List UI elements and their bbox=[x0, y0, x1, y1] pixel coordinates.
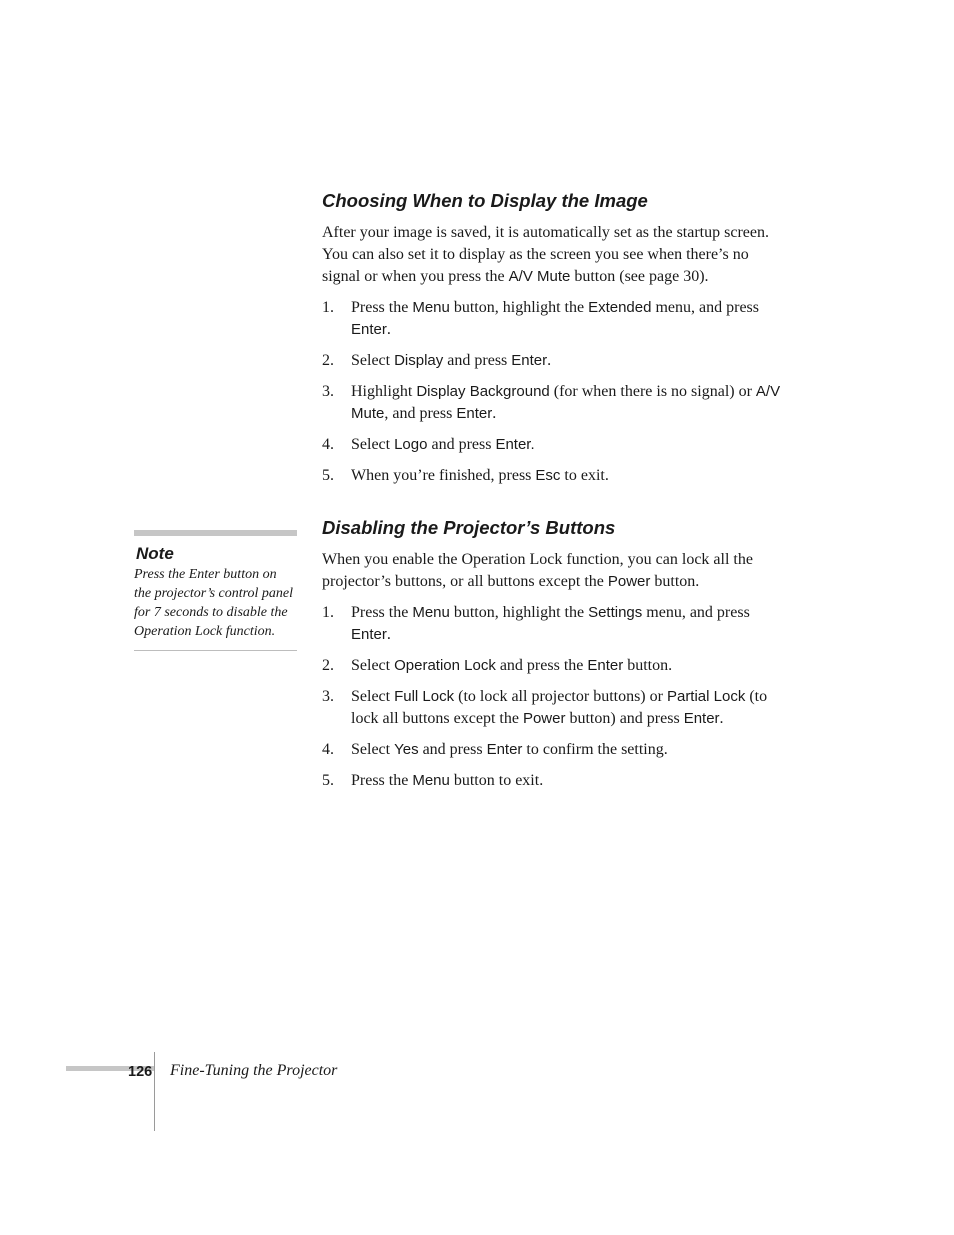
note-bottom-rule bbox=[134, 650, 297, 651]
main-content bbox=[322, 189, 786, 801]
list-item: 2. Select Operation Lock and press the Enter button. bbox=[322, 657, 673, 674]
note-sidebar bbox=[134, 530, 297, 651]
section1-intro: After your image is saved, it is automatically set as the startup screen. You can also set it to display as the screen you see when there’s no signal or when you press the A/V Mute button (see page 30). bbox=[322, 224, 769, 285]
list-item: 4. Select Logo and press Enter. bbox=[322, 436, 535, 453]
section2-intro: When you enable the Operation Lock function, you can lock all the projector’s buttons, or all buttons except the Power button. bbox=[322, 551, 753, 590]
page-number: 126 bbox=[128, 1064, 153, 1080]
list-item: 2. Select Display and press Enter. bbox=[322, 352, 552, 369]
section-heading-disable-buttons: Disabling the Projector’s Buttons bbox=[322, 517, 616, 538]
list-item: 3. Select Full Lock (to lock all projector buttons) or Partial Lock (to lock all buttons except the Power button) and press Enter. bbox=[322, 688, 768, 727]
section1-steps bbox=[322, 297, 786, 487]
list-item: 1. Press the Menu button, highlight the Extended menu, and press Enter. bbox=[322, 299, 759, 338]
list-item: 5. Press the Menu button to exit. bbox=[322, 772, 544, 789]
footer-divider bbox=[154, 1052, 155, 1131]
note-title: Note bbox=[136, 544, 174, 563]
list-item: 5. When you’re finished, press Esc to exit. bbox=[322, 467, 609, 484]
list-item: 3. Highlight Display Background (for when there is no signal) or A/V Mute, and press Enter. bbox=[322, 383, 781, 422]
section2 bbox=[322, 516, 786, 792]
section2-steps bbox=[322, 602, 786, 792]
list-item: 1. Press the Menu button, highlight the Settings menu, and press Enter. bbox=[322, 604, 750, 643]
chapter-title: Fine-Tuning the Projector bbox=[170, 1062, 338, 1079]
section-heading-display-image: Choosing When to Display the Image bbox=[322, 190, 648, 211]
list-item: 4. Select Yes and press Enter to confirm the setting. bbox=[322, 741, 668, 758]
note-text: Press the Enter button on the projector’s control panel for 7 seconds to disable the Operation Lock function. bbox=[134, 567, 294, 639]
note-top-bar bbox=[134, 530, 297, 536]
